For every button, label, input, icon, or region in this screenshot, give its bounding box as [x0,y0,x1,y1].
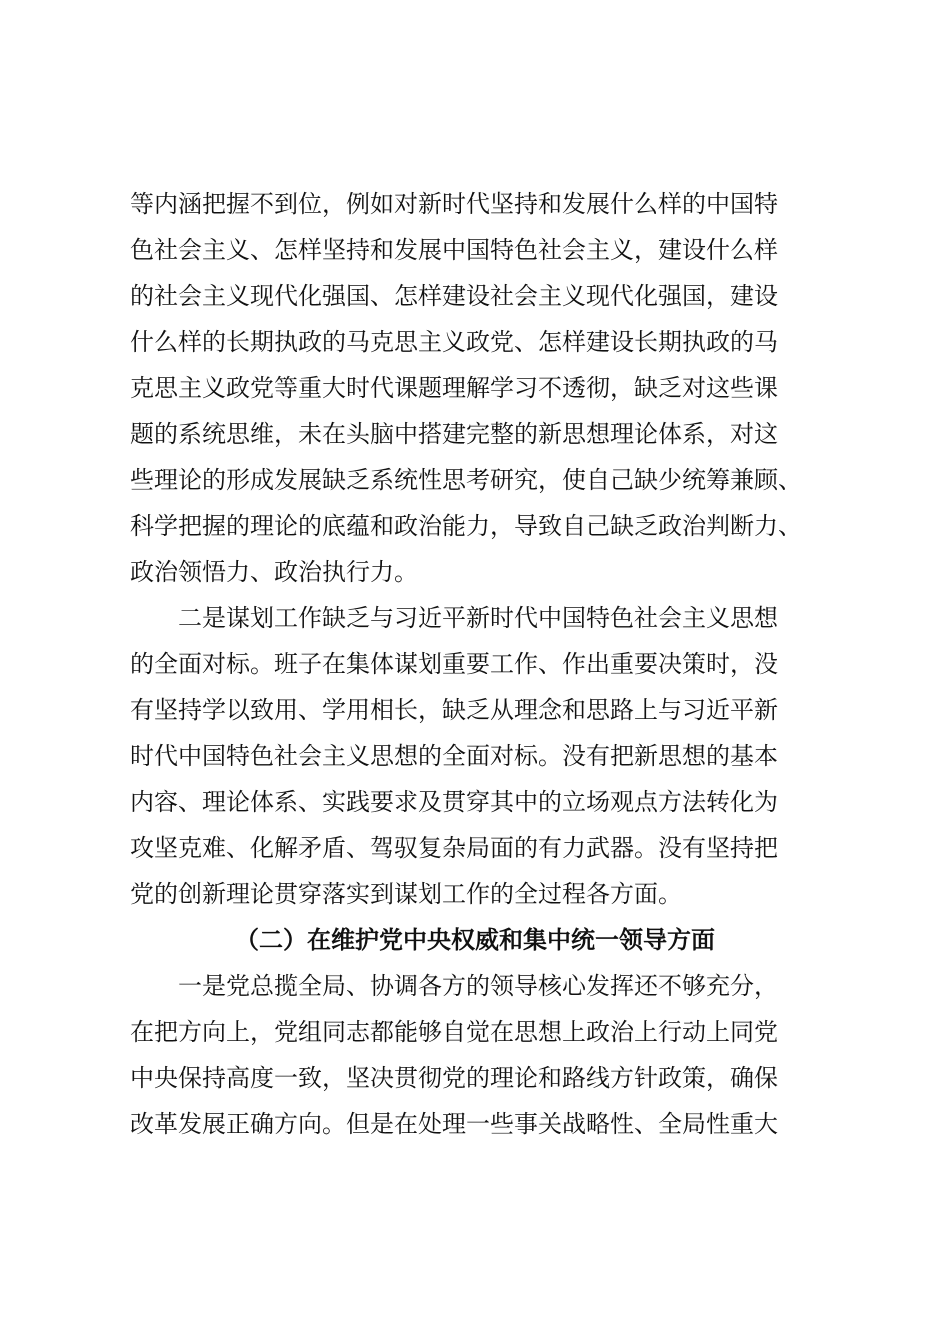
paragraph-line: 的全面对标。班子在集体谋划重要工作、作出重要决策时，没 [130,650,778,678]
section-heading: （二）在维护党中央权威和集中统一领导方面 [235,925,715,954]
paragraph-line: 在把方向上，党组同志都能够自觉在思想上政治上行动上同党 [130,1018,778,1046]
paragraph-line: 政治领悟力、政治执行力。 [130,558,418,586]
paragraph-line: 内容、理论体系、实践要求及贯穿其中的立场观点方法转化为 [130,788,778,816]
paragraph-line: 二是谋划工作缺乏与习近平新时代中国特色社会主义思想 [178,604,778,632]
paragraph-line: 有坚持学以致用、学用相长，缺乏从理念和思路上与习近平新 [130,696,778,724]
paragraph-line: 中央保持高度一致，坚决贯彻党的理论和路线方针政策，确保 [130,1064,778,1092]
paragraph-line: 题的系统思维，未在头脑中搭建完整的新思想理论体系，对这 [130,420,778,448]
paragraph-line: 的社会主义现代化强国、怎样建设社会主义现代化强国，建设 [130,282,778,310]
paragraph-line: 等内涵把握不到位，例如对新时代坚持和发展什么样的中国特 [130,190,778,218]
paragraph-line: 一是党总揽全局、协调各方的领导核心发挥还不够充分， [178,972,778,1000]
paragraph-line: 什么样的长期执政的马克思主义政党、怎样建设长期执政的马 [130,328,778,356]
paragraph-line: 科学把握的理论的底蕴和政治能力，导致自己缺乏政治判断力、 [130,512,802,540]
paragraph-line: 些理论的形成发展缺乏系统性思考研究，使自己缺少统筹兼顾、 [130,466,802,494]
paragraph-line: 色社会主义、怎样坚持和发展中国特色社会主义，建设什么样 [130,236,778,264]
paragraph-line: 时代中国特色社会主义思想的全面对标。没有把新思想的基本 [130,742,778,770]
paragraph-line: 克思主义政党等重大时代课题理解学习不透彻，缺乏对这些课 [130,374,778,402]
paragraph-line: 改革发展正确方向。但是在处理一些事关战略性、全局性重大 [130,1110,778,1138]
paragraph-line: 党的创新理论贯穿落实到谋划工作的全过程各方面。 [130,880,682,908]
paragraph-line: 攻坚克难、化解矛盾、驾驭复杂局面的有力武器。没有坚持把 [130,834,778,862]
